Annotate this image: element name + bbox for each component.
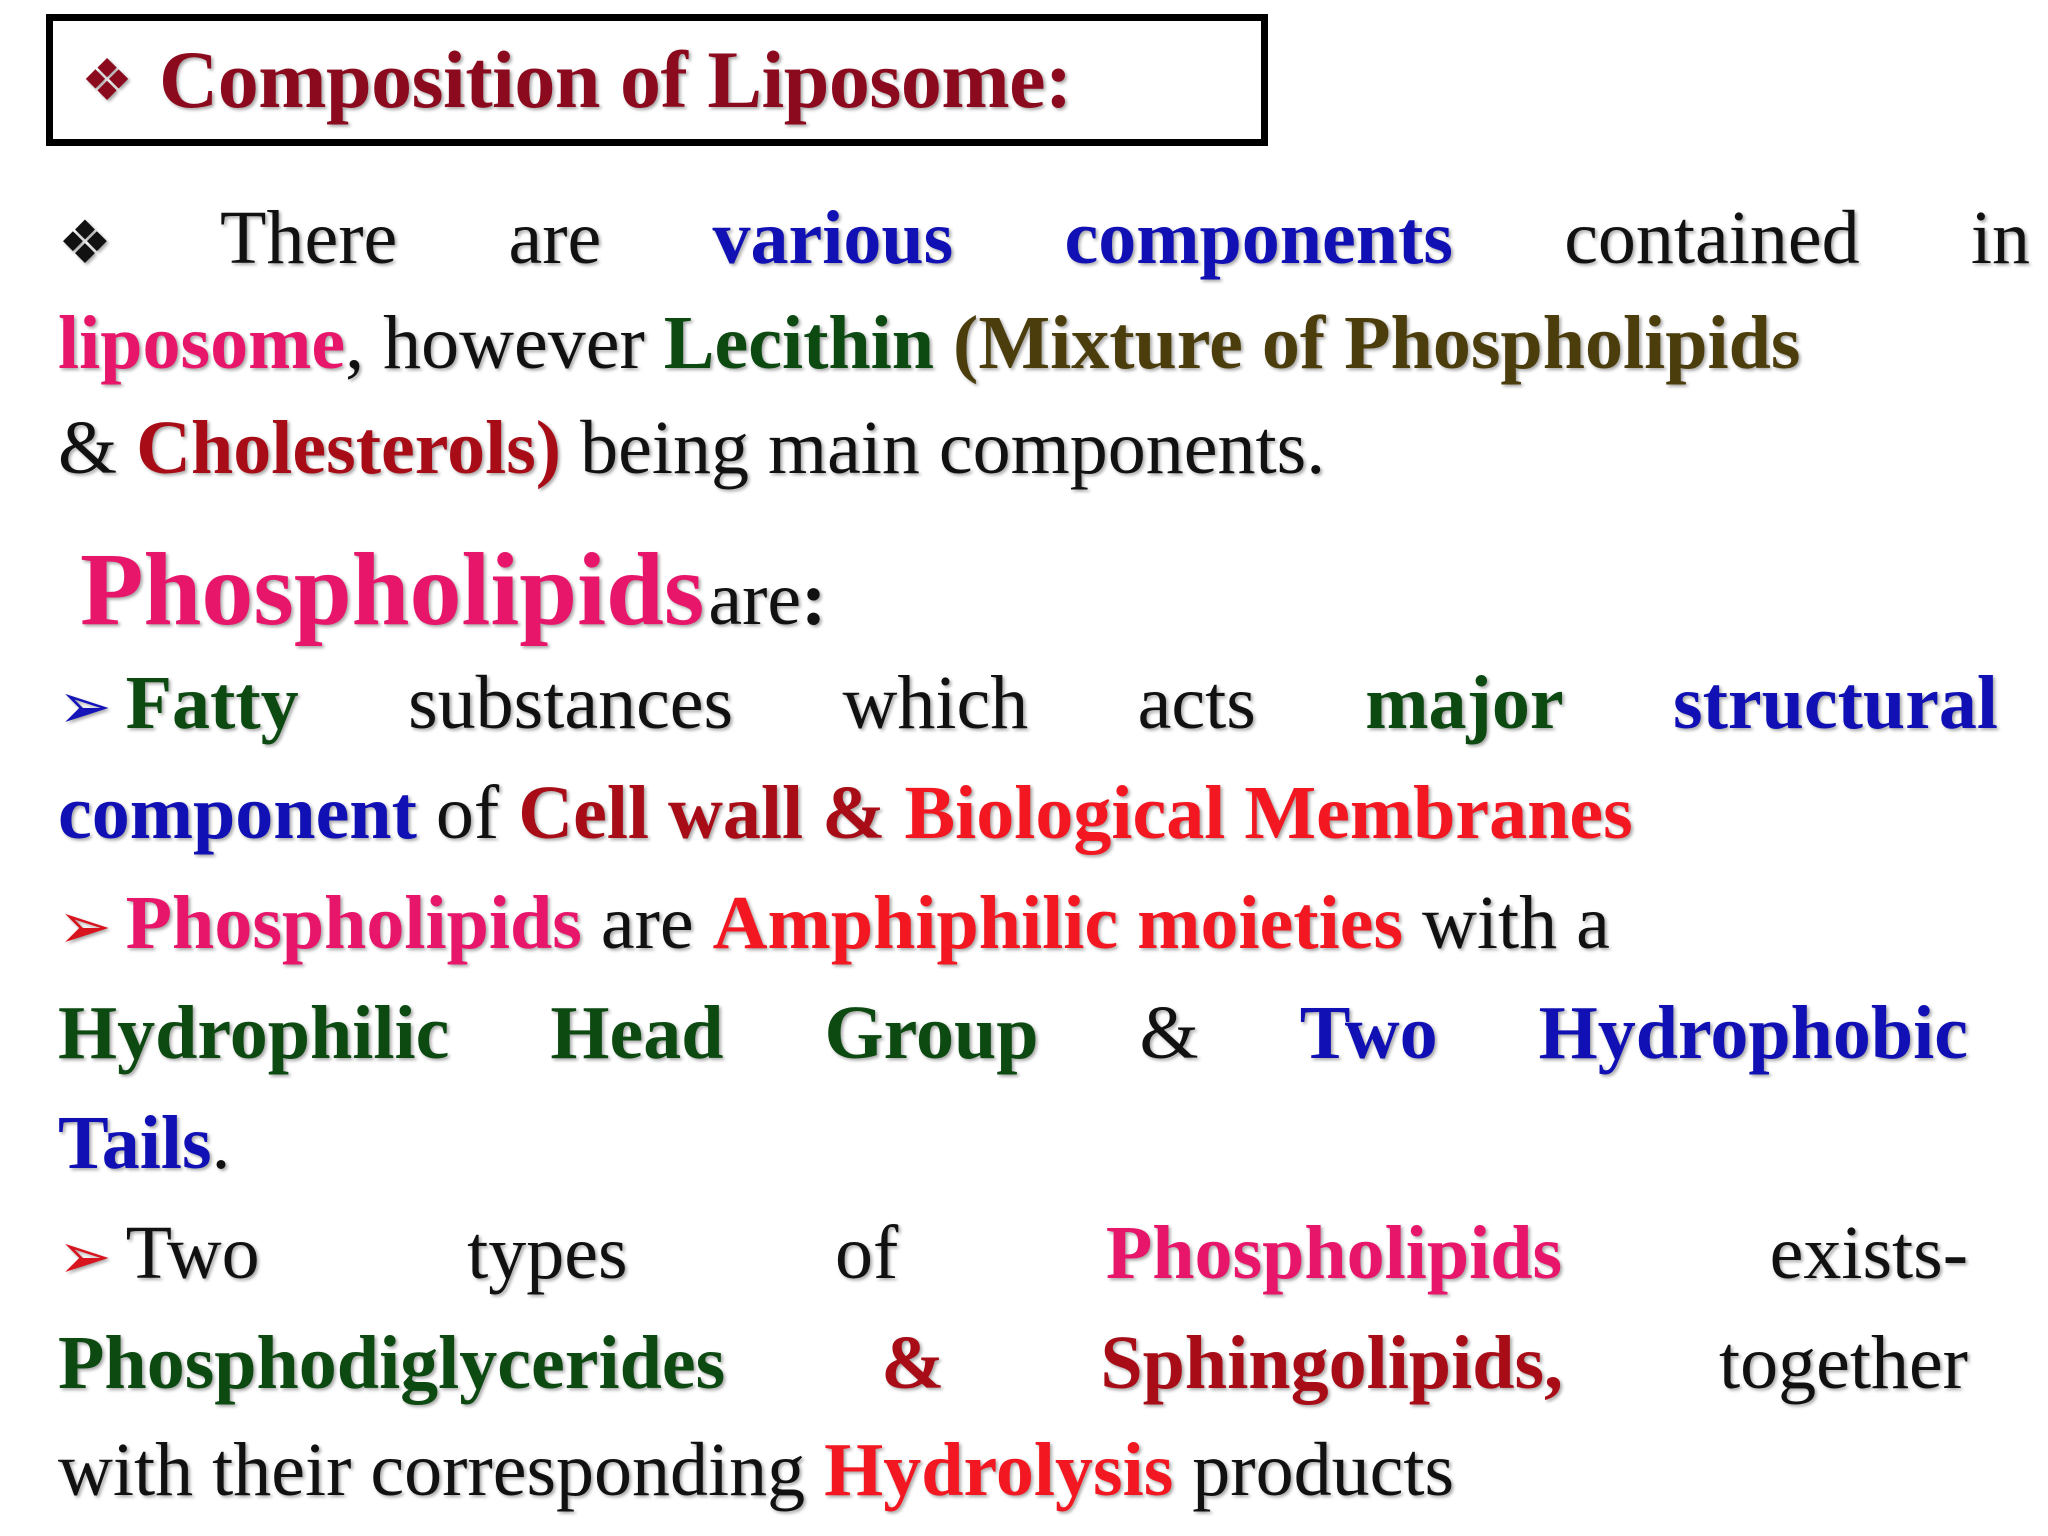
word: together — [1718, 1321, 1968, 1405]
tails-term: Tails — [58, 1101, 212, 1185]
arrow-bullet-icon: ➢ — [58, 891, 112, 962]
word: structural — [1673, 661, 1999, 745]
cholesterols-term: Cholesterols) — [136, 406, 562, 490]
bullet3-line2 — [58, 1321, 1968, 1405]
word: acts — [1137, 661, 1256, 745]
with-a-text: with a — [1422, 881, 1610, 965]
word: There — [220, 196, 398, 280]
word: Two — [125, 1211, 260, 1295]
biological-membranes-term: Biological Membranes — [904, 771, 1633, 855]
word: Fatty — [125, 661, 299, 745]
however-text: , however — [345, 301, 645, 385]
word: of — [835, 1211, 899, 1295]
word: Phosphodiglycerides — [58, 1321, 726, 1405]
arrow-bullet-icon: ➢ — [58, 1221, 112, 1292]
arrow-bullet-icon: ➢ — [58, 671, 112, 742]
ampersand: & — [58, 406, 118, 490]
word: & — [881, 1321, 945, 1405]
heading-term: Phospholipids — [80, 532, 705, 647]
bullet2-line1 — [58, 881, 2030, 965]
para1-line3 — [58, 406, 2030, 490]
word: & — [1139, 991, 1199, 1075]
cell-wall-term: Cell wall & — [518, 771, 886, 855]
mixture-term: (Mixture of Phospholipids — [953, 301, 1801, 385]
para1-line1 — [58, 196, 2031, 280]
word: types — [467, 1211, 628, 1295]
word: Two — [1299, 991, 1438, 1075]
lecithin-term: Lecithin — [663, 301, 935, 385]
title-box — [46, 14, 1268, 146]
word: Hydrophilic — [58, 991, 450, 1075]
word: components — [1064, 196, 1453, 280]
heading-are: are — [708, 557, 802, 641]
corresponding-text: with their corresponding — [58, 1428, 806, 1512]
phospholipids-term: Phospholipids — [125, 881, 582, 965]
diamond-bullet-icon: ❖ — [81, 48, 133, 113]
word: which — [842, 661, 1029, 745]
word: exists- — [1769, 1211, 1969, 1295]
of-text: of — [435, 771, 500, 855]
word: various — [712, 196, 954, 280]
word: Phospholipids — [1105, 1211, 1563, 1295]
component-term: component — [58, 771, 417, 855]
heading-colon: : — [801, 557, 827, 641]
bullet1-line2 — [58, 771, 2030, 855]
bullet3-line3 — [58, 1428, 2030, 1512]
period: . — [211, 1101, 231, 1185]
are-text: are — [600, 881, 694, 965]
phospholipids-heading — [80, 530, 826, 649]
word: contained — [1564, 196, 1860, 280]
bullet2-line3 — [58, 1101, 2030, 1185]
word: in — [1970, 196, 2031, 280]
word: Hydrophobic — [1538, 991, 1969, 1075]
bullet1-line1 — [58, 661, 1999, 745]
word: are — [508, 196, 602, 280]
word: substances — [408, 661, 734, 745]
bullet2-line2 — [58, 991, 1969, 1075]
diamond-bullet-icon: ❖ — [58, 210, 205, 276]
word: Head — [550, 991, 724, 1075]
para1-line2 — [58, 301, 2030, 385]
word: Group — [824, 991, 1039, 1075]
bullet3-line1 — [58, 1211, 1969, 1295]
products-text: products — [1192, 1428, 1455, 1512]
main-components-text: being main components. — [580, 406, 1326, 490]
liposome-term: liposome — [58, 301, 346, 385]
word: Sphingolipids, — [1100, 1321, 1564, 1405]
hydrolysis-term: Hydrolysis — [824, 1428, 1174, 1512]
word: major — [1365, 661, 1564, 745]
amphiphilic-term: Amphiphilic moieties — [712, 881, 1404, 965]
slide-title: Composition of Liposome: — [159, 34, 1072, 125]
